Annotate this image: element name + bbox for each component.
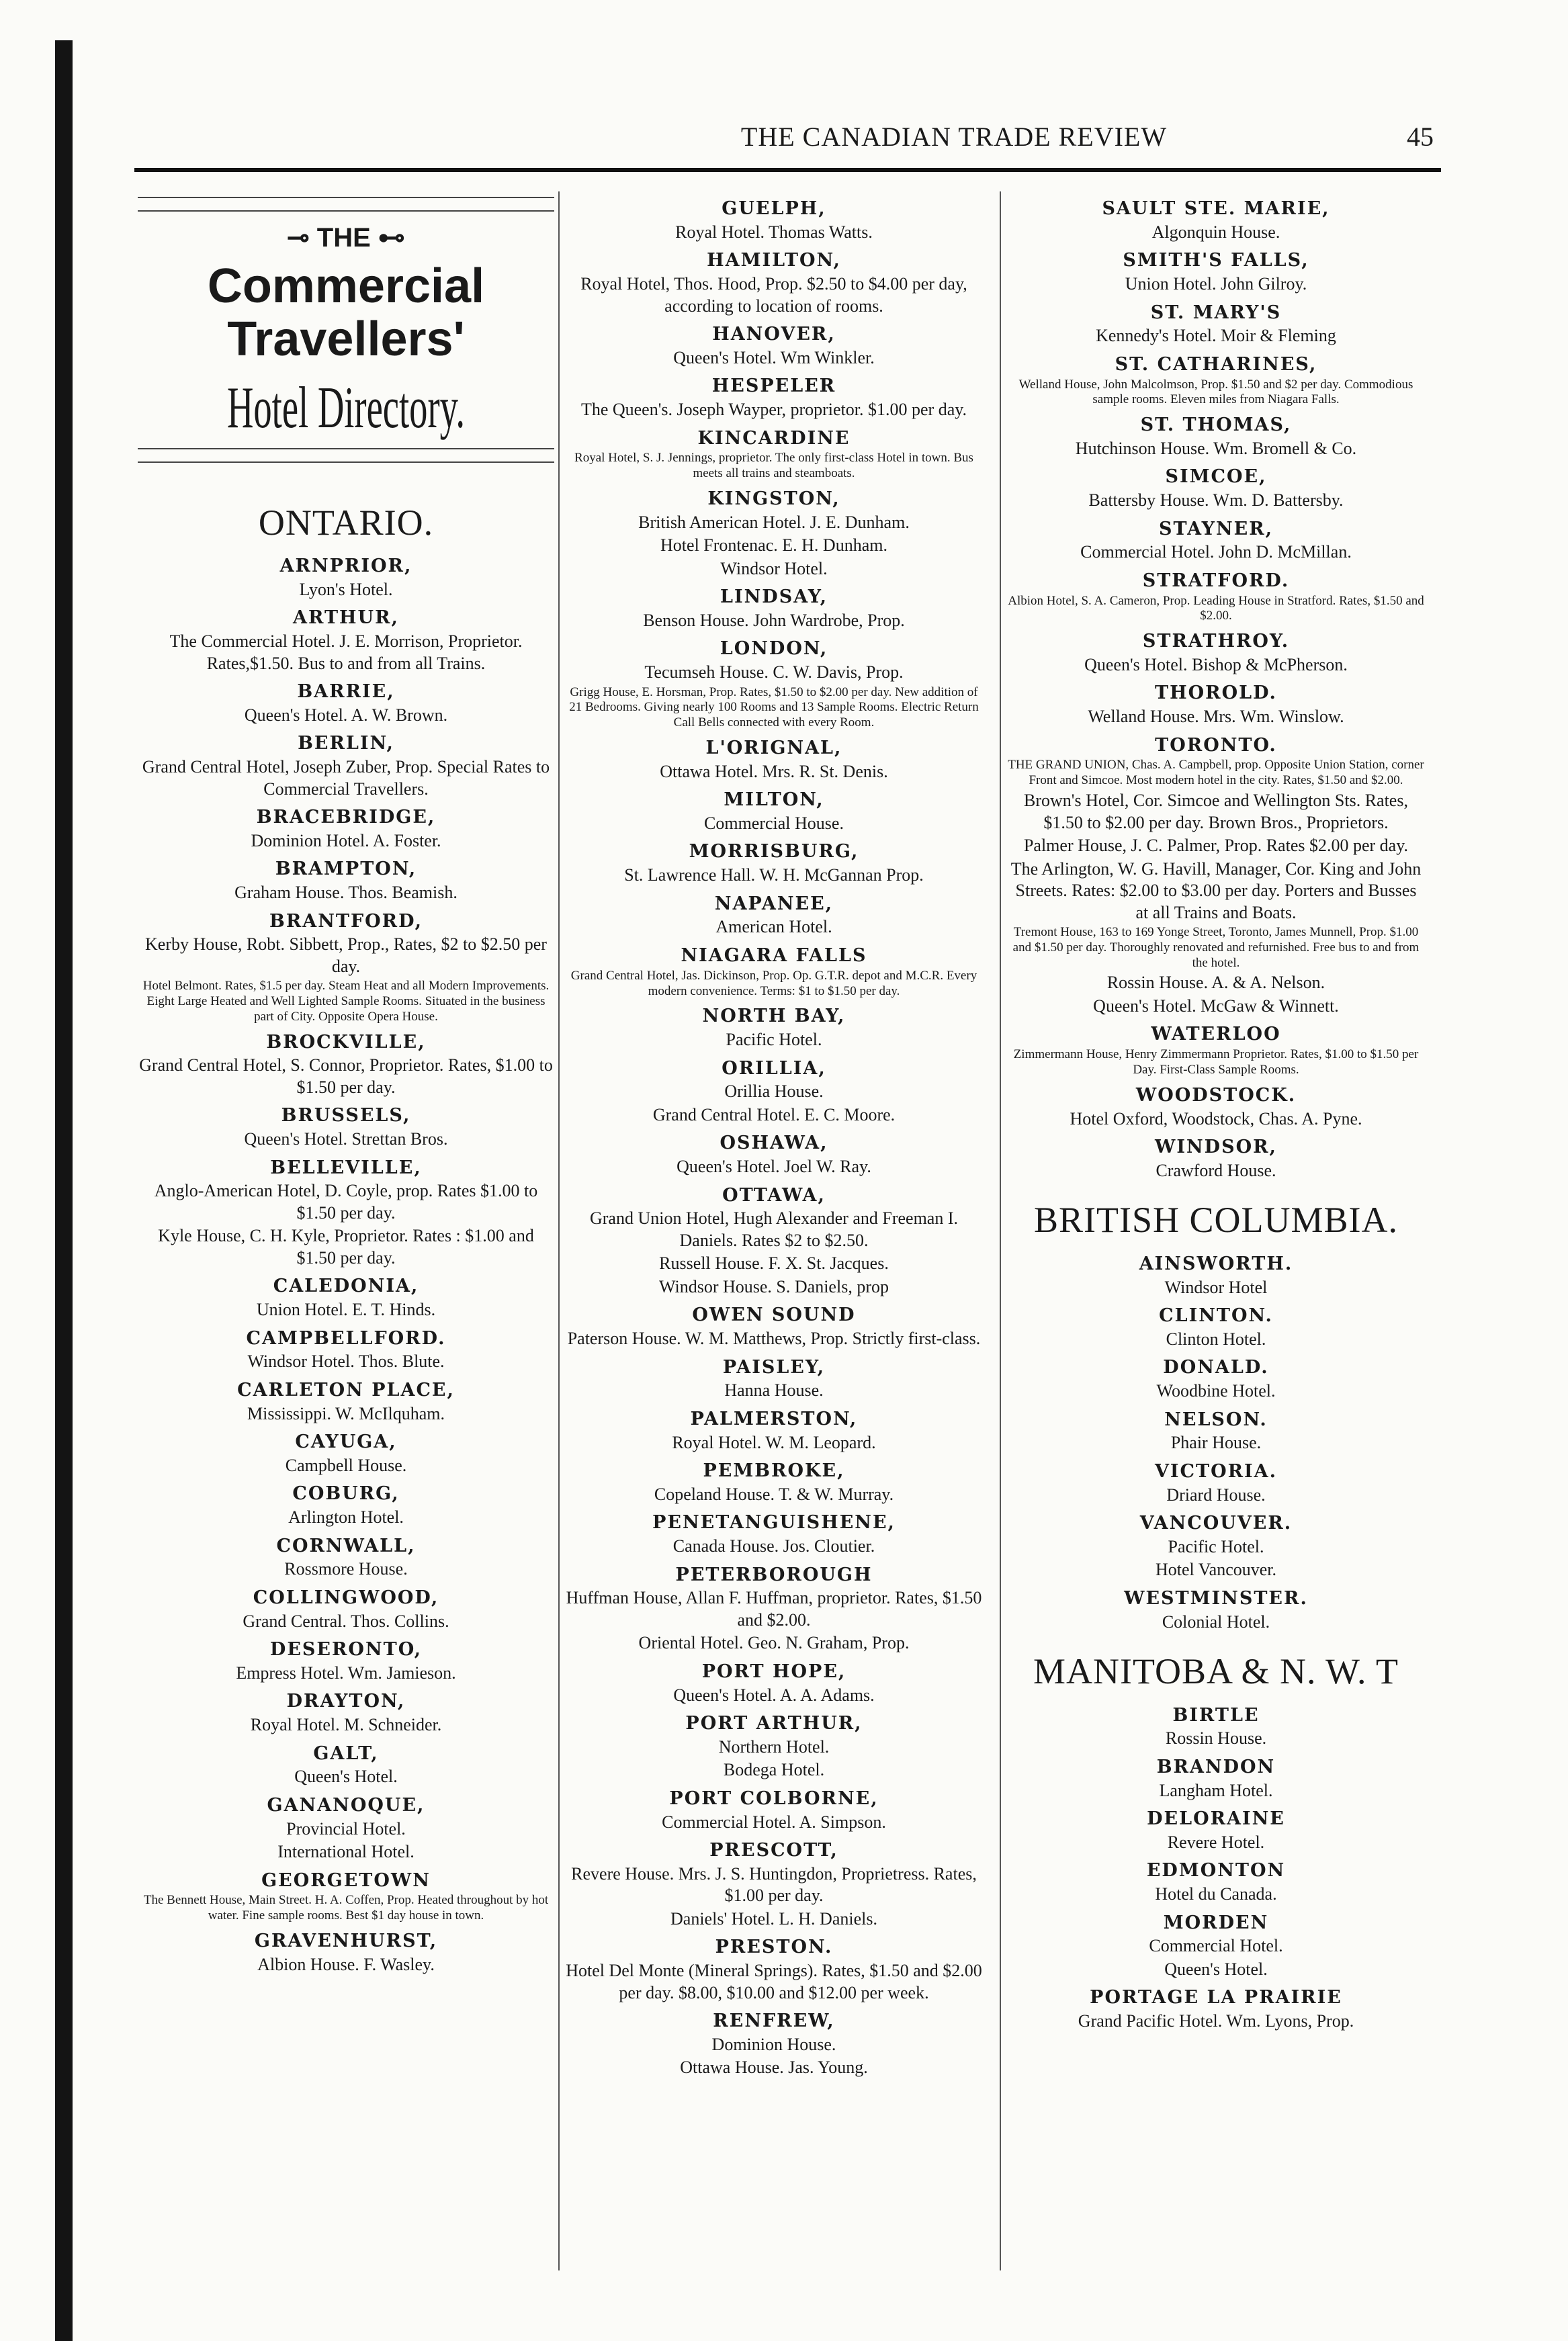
- hotel-entry: Windsor Hotel. Thos. Blute.: [247, 1352, 445, 1372]
- town-listing: [1008, 302, 1424, 347]
- town-listing: [566, 1661, 982, 1706]
- listing-list: [1008, 1253, 1424, 1633]
- town-name: NAPANEE,: [714, 893, 834, 914]
- hotel-entry: Grand Union Hotel, Hugh Alexander and Freeman I. Daniels. Rates $2 to $2.50.: [589, 1208, 959, 1250]
- town-listing: [138, 806, 554, 852]
- hotel-entry: Royal Hotel, S. J. Jennings, proprietor. The only first-class Hotel in town. Bus meets all trains and steamboats.: [574, 451, 973, 481]
- town-name: GRAVENHURST,: [254, 1931, 438, 1952]
- town-name: PORT HOPE,: [701, 1661, 846, 1682]
- town-listing: [566, 197, 982, 243]
- town-listing: [138, 1431, 554, 1476]
- town-name: BRUSSELS,: [281, 1105, 411, 1127]
- hotel-entry: Zimmermann House, Henry Zimmermann Proprietor. Rates, $1.00 to $1.50 per Day. First-Class Sample Rooms.: [1013, 1047, 1419, 1077]
- town-listing: [138, 858, 554, 903]
- hotel-entry: Provincial Hotel.: [286, 1818, 406, 1839]
- hotel-entry: Graham House. Thos. Beamish.: [234, 883, 458, 903]
- hotel-entry: Kerby House, Robt. Sibbett, Prop., Rates, $2 to $2.50 per day.: [145, 934, 547, 976]
- town-listing: [138, 607, 554, 674]
- hotel-entry: Woodbine Hotel.: [1156, 1381, 1276, 1401]
- town-listing: [566, 1712, 982, 1781]
- town-name: BRANTFORD,: [269, 910, 423, 932]
- hotel-entry: Commercial Hotel. John D. McMillan.: [1080, 542, 1352, 562]
- hotel-entry: Phair House.: [1170, 1433, 1262, 1453]
- town-listing: [566, 840, 982, 886]
- hotel-entry: Brown's Hotel, Cor. Simcoe and Wellington Sts. Rates, $1.50 to $2.00 per day. Brown Bros., Proprietors.: [1024, 791, 1408, 832]
- town-listing: [138, 680, 554, 726]
- hotel-entry: Revere House. Mrs. J. S. Huntingdon, Proprietress. Rates, $1.00 per day.: [571, 1863, 977, 1906]
- town-name: SIMCOE,: [1165, 466, 1267, 488]
- town-listing: [566, 1132, 982, 1178]
- town-listing: [566, 637, 982, 731]
- hotel-entry: Grand Central Hotel, Joseph Zuber, Prop. Special Rates to Commercial Travellers.: [142, 757, 550, 799]
- hotel-entry: Hanna House.: [724, 1380, 824, 1401]
- hotel-entry: Grigg House, E. Horsman, Prop. Rates, $1.50 to $2.00 per day. New addition of 21 Bedrooms. Giving nearly 100 Rooms and 13 Sample Rooms. Electric Return Call Bells connected with every Room.: [569, 684, 979, 730]
- town-name: GEORGETOWN: [261, 1869, 431, 1891]
- hotel-entry: Grand Central Hotel. E. C. Moore.: [652, 1104, 896, 1124]
- town-name: COBURG,: [292, 1483, 400, 1505]
- town-name: CAYUGA,: [295, 1431, 397, 1453]
- town-listing: [138, 1794, 554, 1863]
- town-name: DESERONTO,: [269, 1639, 423, 1661]
- hotel-entry: Tremont House, 163 to 169 Yonge Street, Toronto, James Munnell, Prop. $1.00 and $1.50 per day. Thoroughly renovated and refurnished. Free bus to and from the hotel.: [1012, 925, 1420, 970]
- hotel-entry: Driard House.: [1166, 1485, 1266, 1505]
- town-listing: [566, 488, 982, 580]
- town-listing: [566, 427, 982, 482]
- town-name: AINSWORTH.: [1139, 1253, 1293, 1274]
- town-name: BRANDON: [1156, 1756, 1276, 1777]
- town-listing: [1008, 1460, 1424, 1506]
- town-name: KINGSTON,: [707, 488, 840, 509]
- town-listing: [1008, 1512, 1424, 1581]
- town-listing: [1008, 466, 1424, 511]
- town-name: BERLIN,: [298, 733, 394, 754]
- hotel-entry: Welland House, John Malcolmson, Prop. $1.50 and $2 per day. Commodious sample rooms. Eleven miles from Niagara Falls.: [1018, 377, 1413, 407]
- town-listing: [566, 737, 982, 783]
- town-name: WESTMINSTER.: [1124, 1587, 1308, 1609]
- town-name: WATERLOO: [1151, 1024, 1281, 1045]
- hotel-entry: Commercial House.: [704, 813, 844, 833]
- town-name: GALT,: [313, 1742, 379, 1764]
- hotel-entry: Rossin House. A. & A. Nelson.: [1106, 973, 1325, 993]
- town-name: OWEN SOUND: [692, 1305, 856, 1326]
- directory-title-hotel-directory: Hotel Directory.: [226, 376, 466, 441]
- town-listing: [1008, 1409, 1424, 1454]
- hotel-entry: Clinton Hotel.: [1166, 1329, 1266, 1349]
- town-name: BIRTLE: [1172, 1704, 1260, 1726]
- hotel-entry: Colonial Hotel.: [1162, 1611, 1270, 1632]
- town-name: KINCARDINE: [697, 427, 851, 449]
- hotel-entry: Huffman House, Allan F. Huffman, proprietor. Rates, $1.50 and $2.00.: [566, 1588, 982, 1630]
- hotel-entry: Tecumseh House. C. W. Davis, Prop.: [644, 662, 904, 682]
- page-header-title: THE CANADIAN TRADE REVIEW: [740, 122, 1168, 152]
- town-listing: [566, 893, 982, 938]
- hotel-entry: Arlington Hotel.: [288, 1507, 404, 1528]
- town-listing: [1008, 353, 1424, 408]
- directory-title-block: [138, 197, 554, 484]
- town-name: WINDSOR,: [1155, 1137, 1277, 1158]
- hotel-entry: Hotel Belmont. Rates, $1.5 per day. Steam Heat and all Modern Improvements. Eight Large Heated and Well Lighted Sample Rooms. Situated in the business part of City. Opposite Opera House.: [142, 979, 550, 1024]
- hotel-entry: British American Hotel. J. E. Dunham.: [638, 512, 910, 532]
- section-heading-british-columbia: BRITISH COLUMBIA.: [1033, 1200, 1399, 1241]
- town-listing: [566, 1460, 982, 1505]
- hotel-entry: International Hotel.: [277, 1842, 415, 1862]
- hotel-entry: Royal Hotel. Thomas Watts.: [675, 222, 873, 242]
- town-name: MORDEN: [1163, 1912, 1269, 1933]
- town-listing: [566, 1356, 982, 1402]
- column-divider: [1000, 191, 1001, 2270]
- hotel-entry: The Bennett House, Main Street. H. A. Coffen, Prop. Heated throughout by hot water. Fine sample rooms. Best $1 day house in town.: [143, 1893, 549, 1923]
- town-listing: [1008, 1356, 1424, 1402]
- town-name: BRACEBRIDGE,: [256, 807, 436, 828]
- hotel-entry: Benson House. John Wardrobe, Prop.: [643, 610, 905, 630]
- town-listing: [1008, 414, 1424, 459]
- town-name: GANANOQUE,: [267, 1794, 425, 1816]
- hotel-entry: Albion Hotel, S. A. Cameron, Prop. Leading House in Stratford. Rates, $1.50 and $2.00.: [1008, 593, 1424, 623]
- hotel-entry: Royal Hotel. W. M. Leopard.: [672, 1432, 876, 1452]
- directory-title-commercial: Commercial: [207, 259, 485, 313]
- hotel-entry: Queen's Hotel.: [294, 1767, 398, 1787]
- town-listing: [138, 1275, 554, 1321]
- hotel-entry: Orillia House.: [724, 1081, 824, 1102]
- town-listing: [138, 555, 554, 601]
- town-name: CALEDONIA,: [273, 1276, 419, 1297]
- hotel-entry: Oriental Hotel. Geo. N. Graham, Prop.: [638, 1633, 910, 1653]
- binding-margin-bar: [55, 40, 73, 2341]
- town-listing: [1008, 1859, 1424, 1905]
- town-listing: [1008, 518, 1424, 564]
- town-name: PRESTON.: [715, 1937, 833, 1958]
- hotel-entry: Union Hotel. E. T. Hinds.: [256, 1300, 436, 1320]
- town-name: DONALD.: [1163, 1357, 1269, 1378]
- town-name: OTTAWA,: [722, 1184, 826, 1206]
- hotel-entry: Grand Central Hotel, Jas. Dickinson, Prop. Op. G.T.R. depot and M.C.R. Every modern convenience. Terms: $1 to $1.50 per day.: [570, 968, 977, 998]
- hotel-entry: Copeland House. T. & W. Murray.: [654, 1484, 894, 1504]
- town-listing: [1008, 1587, 1424, 1633]
- hotel-entry: Ottawa Hotel. Mrs. R. St. Denis.: [660, 761, 888, 781]
- town-name: VANCOUVER.: [1139, 1513, 1293, 1534]
- town-listing: [566, 586, 982, 631]
- town-listing: [138, 1930, 554, 1976]
- town-listing: [566, 1184, 982, 1298]
- hotel-entry: Royal Hotel. M. Schneider.: [250, 1715, 442, 1735]
- town-name: BROCKVILLE,: [266, 1031, 426, 1053]
- town-name: PAISLEY,: [722, 1356, 826, 1378]
- hotel-entry: Queen's Hotel. A. A. Adams.: [673, 1685, 875, 1705]
- hotel-entry: The Queen's. Joseph Wayper, proprietor. $1.00 per day.: [580, 400, 967, 419]
- town-listing: [138, 732, 554, 800]
- town-name: THOROLD.: [1155, 682, 1277, 704]
- column-1: [138, 191, 554, 1976]
- town-name: MILTON,: [724, 789, 824, 811]
- town-listing: [1008, 1912, 1424, 1981]
- hotel-entry: Queen's Hotel. A. W. Brown.: [244, 705, 448, 725]
- town-listing: [1008, 1808, 1424, 1853]
- hotel-entry: Revere Hotel.: [1167, 1832, 1265, 1852]
- town-listing: [138, 1483, 554, 1528]
- town-listing: [1008, 1305, 1424, 1350]
- hotel-entry: Pacific Hotel.: [1168, 1536, 1264, 1556]
- listing-list: [1008, 1704, 1424, 2033]
- town-listing: [1008, 1136, 1424, 1182]
- hotel-entry: Hutchinson House. Wm. Bromell & Co.: [1075, 438, 1357, 458]
- town-listing: [1008, 197, 1424, 243]
- town-name: PORT ARTHUR,: [685, 1713, 863, 1734]
- hotel-entry: American Hotel.: [715, 917, 832, 937]
- listing-list: [138, 555, 554, 1976]
- town-name: PENETANGUISHENE,: [652, 1512, 896, 1534]
- hotel-entry: The Arlington, W. G. Havill, Manager, Cor. King and John Streets. Rates: $2.00 to $3.00 per day. Porters and Busses at all Trains and Boats.: [1010, 858, 1422, 922]
- hotel-entry: Dominion House.: [711, 2034, 836, 2054]
- hotel-entry: Grand Central. Thos. Collins.: [243, 1611, 449, 1631]
- town-listing: [566, 1936, 982, 2004]
- hotel-entry: Royal Hotel, Thos. Hood, Prop. $2.50 to $4.00 per day, according to location of rooms.: [580, 274, 967, 316]
- hotel-entry: Crawford House.: [1156, 1160, 1276, 1180]
- hotel-entry: Queen's Hotel. Bishop & McPherson.: [1084, 654, 1348, 674]
- town-listing: [566, 375, 982, 421]
- town-listing: [1008, 249, 1424, 295]
- town-name: BARRIE,: [297, 681, 395, 703]
- town-name: HAMILTON,: [707, 250, 841, 271]
- town-listing: [566, 323, 982, 369]
- town-listing: [138, 1535, 554, 1581]
- town-listing: [566, 1005, 982, 1051]
- hotel-entry: The Commercial Hotel. J. E. Morrison, Proprietor. Rates,$1.50. Bus to and from all Trains.: [169, 631, 523, 673]
- town-name: ARNPRIOR,: [279, 556, 412, 577]
- listing-list: [566, 197, 982, 2079]
- town-name: L'ORIGNAL,: [705, 737, 842, 758]
- town-name: SMITH'S FALLS,: [1123, 250, 1309, 271]
- hotel-entry: Union Hotel. John Gilroy.: [1125, 274, 1307, 294]
- hotel-entry: Lyon's Hotel.: [299, 579, 393, 599]
- directory-title-the: ⊸ THE ⊷: [287, 223, 405, 253]
- town-listing: [1008, 1756, 1424, 1802]
- town-name: EDMONTON: [1146, 1860, 1286, 1882]
- hotel-entry: Grand Central Hotel, S. Connor, Proprietor. Rates, $1.00 to $1.50 per day.: [139, 1055, 553, 1097]
- hotel-entry: Queen's Hotel. Strettan Bros.: [244, 1129, 448, 1149]
- hotel-entry: Russell House. F. X. St. Jacques.: [659, 1253, 889, 1274]
- hotel-entry: Queen's Hotel. Wm Winkler.: [673, 347, 875, 367]
- hotel-entry: Campbell House.: [285, 1455, 407, 1475]
- column-2: [566, 191, 982, 2079]
- town-listing: [138, 1104, 554, 1150]
- hotel-entry: Welland House. Mrs. Wm. Winslow.: [1088, 707, 1344, 727]
- hotel-entry: Palmer House, J. C. Palmer, Prop. Rates $2.00 per day.: [1023, 836, 1409, 856]
- town-name: ORILLIA,: [722, 1057, 826, 1079]
- town-name: SAULT STE. MARIE,: [1102, 198, 1330, 219]
- town-listing: [138, 1157, 554, 1270]
- town-listing: [566, 1057, 982, 1103]
- hotel-entry: Kennedy's Hotel. Moir & Fleming: [1096, 326, 1336, 346]
- town-listing: [1008, 1084, 1424, 1130]
- town-name: MORRISBURG,: [689, 841, 859, 863]
- town-name: HESPELER: [711, 376, 836, 397]
- hotel-entry: Ottawa House. Jas. Young.: [680, 2058, 868, 2078]
- hotel-entry: Queen's Hotel. Joel W. Ray.: [677, 1157, 871, 1177]
- hotel-entry: Canada House. Jos. Cloutier.: [672, 1536, 875, 1556]
- town-name: BRAMPTON,: [275, 858, 417, 880]
- town-listing: [1008, 570, 1424, 624]
- town-listing: [566, 1304, 982, 1350]
- hotel-entry: Windsor House. S. Daniels, prop: [659, 1276, 889, 1296]
- town-listing: [566, 1104, 982, 1127]
- hotel-entry: Empress Hotel. Wm. Jamieson.: [236, 1663, 456, 1683]
- town-listing: [138, 1587, 554, 1632]
- hotel-entry: Langham Hotel.: [1159, 1780, 1273, 1800]
- town-name: PORTAGE LA PRAIRIE: [1090, 1987, 1342, 2008]
- town-name: ARTHUR,: [293, 607, 399, 629]
- town-name: OSHAWA,: [720, 1133, 828, 1154]
- town-listing: [566, 944, 982, 999]
- town-name: GUELPH,: [722, 198, 826, 219]
- hotel-entry: Bodega Hotel.: [723, 1760, 825, 1780]
- town-listing: [566, 1787, 982, 1833]
- hotel-entry: Hotel Vancouver.: [1155, 1560, 1277, 1580]
- hotel-entry: Queen's Hotel.: [1164, 1959, 1268, 1979]
- town-name: PRESCOTT,: [709, 1840, 838, 1861]
- town-listing: [1008, 682, 1424, 727]
- hotel-entry: Rossmore House.: [284, 1559, 408, 1579]
- hotel-entry: Battersby House. Wm. D. Battersby.: [1088, 490, 1344, 511]
- hotel-entry: Hotel Del Monte (Mineral Springs). Rates, $1.50 and $2.00 per day. $8.00, $10.00 and $12.00 per week.: [566, 1961, 982, 2002]
- hotel-entry: Commercial Hotel. A. Simpson.: [662, 1812, 886, 1832]
- town-listing: [566, 1839, 982, 1930]
- town-listing: [138, 1638, 554, 1684]
- town-listing: [1008, 1986, 1424, 2032]
- town-name: STRATHROY.: [1142, 631, 1290, 652]
- town-listing: [566, 789, 982, 834]
- town-listing: [138, 910, 554, 1025]
- hotel-entry: Daniels' Hotel. L. H. Daniels.: [670, 1908, 877, 1929]
- hotel-entry: Pacific Hotel.: [726, 1030, 822, 1050]
- town-listing: [566, 1408, 982, 1454]
- hotel-entry: Algonquin House.: [1151, 222, 1280, 242]
- town-listing: [566, 2010, 982, 2079]
- town-listing: [1008, 630, 1424, 676]
- hotel-entry: Albion House. F. Wasley.: [257, 1954, 435, 1974]
- listing-list: [1008, 197, 1424, 1182]
- hotel-entry: Windsor Hotel.: [720, 558, 828, 578]
- town-listing: [138, 1690, 554, 1736]
- hotel-entry: St. Lawrence Hall. W. H. McGannan Prop.: [624, 865, 924, 885]
- hotel-entry: Mississippi. W. McIlquham.: [247, 1403, 445, 1423]
- town-name: PORT COLBORNE,: [669, 1787, 879, 1809]
- town-listing: [138, 1869, 554, 1924]
- town-name: DELORAINE: [1147, 1808, 1285, 1830]
- hotel-entry: Hotel du Canada.: [1155, 1884, 1277, 1904]
- town-listing: [566, 249, 982, 317]
- town-name: STRATFORD.: [1142, 570, 1290, 591]
- hotel-entry: Rossin House.: [1165, 1728, 1267, 1749]
- town-name: LINDSAY,: [720, 586, 828, 608]
- town-name: PETERBOROUGH: [675, 1564, 873, 1585]
- town-name: COLLINGWOOD,: [253, 1587, 439, 1608]
- column-divider: [558, 191, 560, 2270]
- town-name: CLINTON.: [1159, 1305, 1273, 1327]
- town-name: ST. MARY'S: [1150, 302, 1282, 323]
- hotel-entry: THE GRAND UNION, Chas. A. Campbell, prop. Opposite Union Station, corner Front and Simcoe. Most modern hotel in the city. Rates, $1.50 and $2.00.: [1008, 758, 1424, 788]
- town-name: PEMBROKE,: [703, 1460, 845, 1482]
- hotel-entry: Kyle House, C. H. Kyle, Proprietor. Rates : $1.00 and $1.50 per day.: [158, 1226, 534, 1268]
- town-name: WOODSTOCK.: [1135, 1084, 1297, 1106]
- section-heading-manitoba: MANITOBA & N. W. T: [1033, 1651, 1399, 1692]
- hotel-entry: Anglo-American Hotel, D. Coyle, prop. Rates $1.00 to $1.50 per day.: [154, 1181, 538, 1223]
- town-name: NORTH BAY,: [702, 1006, 846, 1027]
- hotel-entry: Grand Pacific Hotel. Wm. Lyons, Prop.: [1078, 2011, 1354, 2031]
- town-name: NIAGARA FALLS: [681, 944, 867, 966]
- town-name: DRAYTON,: [286, 1691, 406, 1712]
- town-listing: [1008, 1704, 1424, 1750]
- town-listing: [1008, 734, 1424, 1018]
- town-name: ST. CATHARINES,: [1115, 353, 1317, 375]
- town-name: CAMPBELLFORD.: [246, 1327, 446, 1349]
- town-listing: [138, 1327, 554, 1373]
- town-listing: [138, 1742, 554, 1788]
- town-name: RENFREW,: [713, 2011, 835, 2032]
- directory-title-travellers: Travellers': [227, 312, 465, 367]
- section-heading-ontario: ONTARIO.: [258, 502, 434, 543]
- column-3: [1008, 191, 1424, 2033]
- town-name: TORONTO.: [1155, 734, 1277, 756]
- town-name: CARLETON PLACE,: [237, 1379, 455, 1401]
- town-name: HANOVER,: [712, 324, 836, 345]
- hotel-entry: Paterson House. W. M. Matthews, Prop. Strictly first-class.: [567, 1329, 981, 1349]
- town-name: LONDON,: [720, 638, 828, 660]
- hotel-entry: Northern Hotel.: [718, 1736, 830, 1757]
- town-listing: [1008, 1023, 1424, 1077]
- town-name: PALMERSTON,: [690, 1408, 858, 1429]
- hotel-entry: Hotel Oxford, Woodstock, Chas. A. Pyne.: [1070, 1108, 1362, 1129]
- town-listing: [566, 1511, 982, 1557]
- town-name: BELLEVILLE,: [270, 1157, 422, 1178]
- town-name: ST. THOMAS,: [1140, 414, 1292, 436]
- hotel-entry: Windsor Hotel: [1164, 1277, 1268, 1297]
- hotel-entry: Queen's Hotel. McGaw & Winnett.: [1093, 996, 1339, 1016]
- hotel-entry: Hotel Frontenac. E. H. Dunham.: [660, 535, 887, 556]
- town-name: NELSON.: [1164, 1409, 1268, 1430]
- decorative-rules: [138, 448, 554, 463]
- town-name: VICTORIA.: [1154, 1460, 1278, 1482]
- town-listing: [138, 1031, 554, 1099]
- hotel-entry: Commercial Hotel.: [1149, 1936, 1283, 1956]
- hotel-entry: Dominion Hotel. A. Foster.: [251, 830, 441, 850]
- town-listing: [138, 1379, 554, 1425]
- town-listing: [566, 1564, 982, 1654]
- page-number: 45: [1407, 122, 1434, 152]
- header-rule: [134, 168, 1441, 172]
- town-listing: [1008, 1253, 1424, 1298]
- decorative-rules: [138, 197, 554, 212]
- town-name: STAYNER,: [1158, 518, 1274, 539]
- town-name: CORNWALL,: [276, 1535, 416, 1556]
